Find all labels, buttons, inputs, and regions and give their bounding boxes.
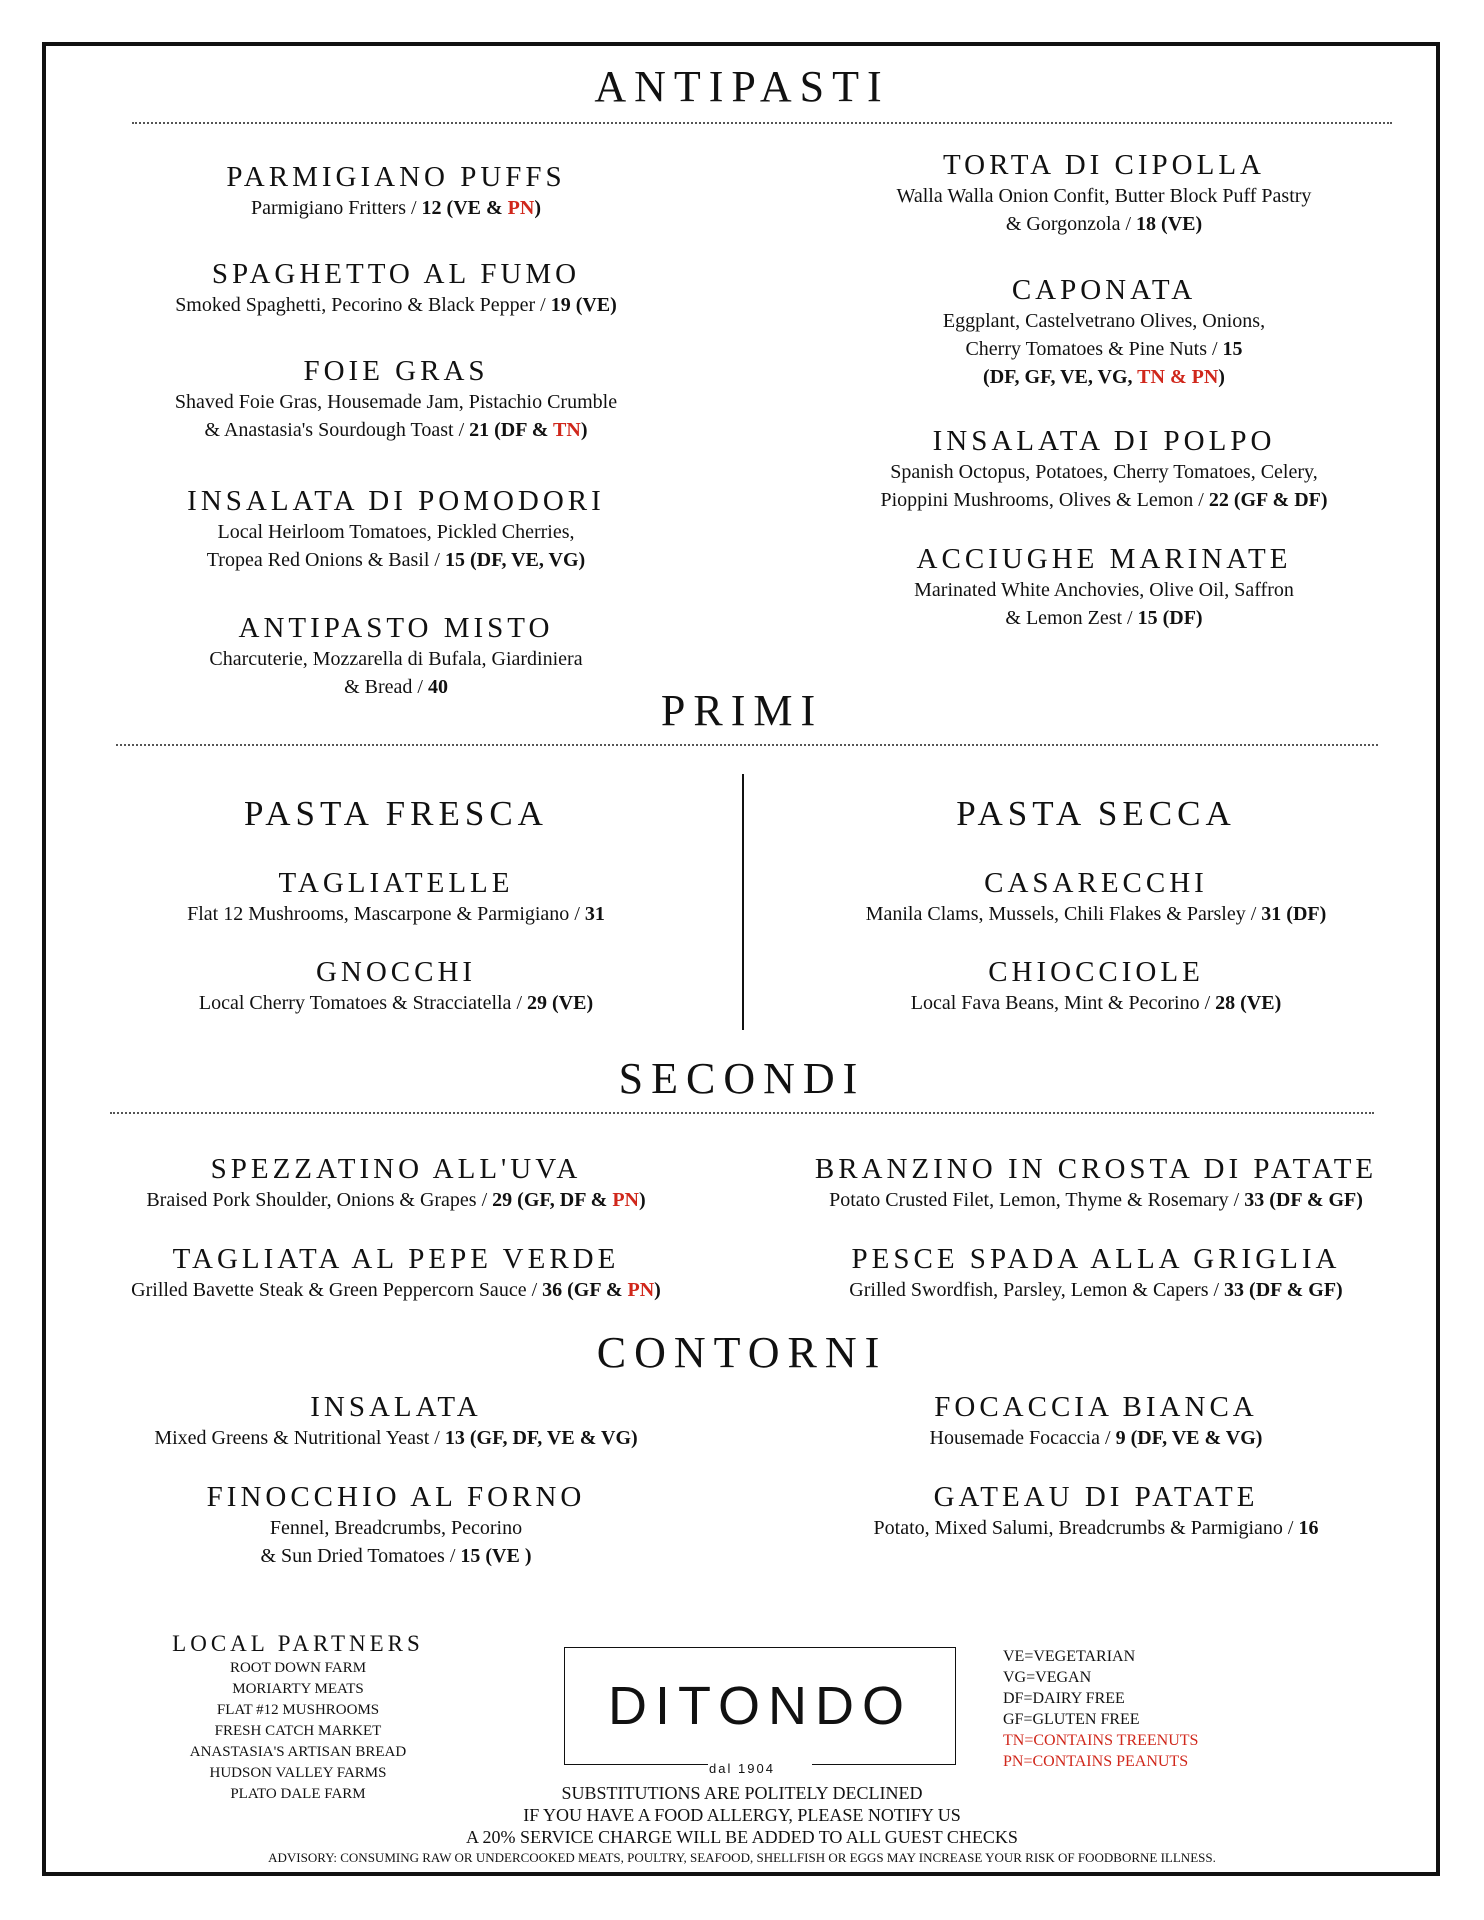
item-description: Pioppini Mushrooms, Olives & Lemon / 22 (GF & DF)	[880, 489, 1328, 511]
item-description: Braised Pork Shoulder, Onions & Grapes / 29 (GF, DF & PN)	[146, 1189, 646, 1211]
menu-item	[100, 866, 692, 928]
item-name: PESCE SPADA ALLA GRIGLIA	[851, 1243, 1341, 1275]
logo-box	[564, 1647, 956, 1765]
item-description: Potato Crusted Filet, Lemon, Thyme & Rosemary / 33 (DF & GF)	[829, 1189, 1363, 1211]
footer-allergy: IF YOU HAVE A FOOD ALLERGY, PLEASE NOTIFY US	[523, 1805, 961, 1825]
item-name: FINOCCHIO AL FORNO	[206, 1481, 586, 1513]
legend-item: DF=DAIRY FREE	[1003, 1690, 1125, 1707]
item-name: TAGLIATA AL PEPE VERDE	[172, 1243, 620, 1275]
item-description: Local Cherry Tomatoes & Stracciatella / 29 (VE)	[198, 992, 594, 1014]
item-name: SPAGHETTO AL FUMO	[211, 258, 581, 290]
item-name: TORTA DI CIPOLLA	[942, 149, 1265, 181]
item-name: ACCIUGHE MARINATE	[916, 543, 1292, 575]
menu-item	[780, 1390, 1412, 1452]
item-description: & Bread / 40	[344, 676, 448, 698]
item-tags: (DF, GF, VE, VG, TN & PN)	[983, 366, 1225, 388]
item-description: Walla Walla Onion Confit, Butter Block Puff Pastry	[896, 185, 1312, 207]
divider-dotted	[132, 122, 1392, 124]
item-description: & Sun Dried Tomatoes / 15 (VE )	[260, 1545, 532, 1567]
section-title-antipasti: ANTIPASTI	[594, 62, 890, 111]
footer-advisory: ADVISORY: CONSUMING RAW OR UNDERCOOKED MEATS, POULTRY, SEAFOOD, SHELLFISH OR EGGS MAY INCREASE YOUR RISK OF FOODBORNE ILLNESS.	[268, 1850, 1216, 1865]
partner-name: FRESH CATCH MARKET	[214, 1723, 382, 1739]
divider-dotted	[116, 744, 1378, 746]
item-description: Manila Clams, Mussels, Chili Flakes & Parsley / 31 (DF)	[865, 903, 1327, 925]
item-description: Flat 12 Mushrooms, Mascarpone & Parmigiano / 31	[187, 903, 605, 925]
logo-tagline: dal 1904	[709, 1761, 775, 1776]
menu-item	[100, 160, 692, 222]
local-partners	[160, 1630, 436, 1805]
menu-item	[780, 1242, 1412, 1304]
menu-item	[80, 1480, 712, 1570]
item-description: Fennel, Breadcrumbs, Pecorino	[269, 1517, 523, 1539]
menu-item	[100, 955, 692, 1017]
item-description: Potato, Mixed Salumi, Breadcrumbs & Parmigiano / 16	[873, 1517, 1319, 1539]
column-divider	[742, 774, 744, 1030]
legend-item: TN=CONTAINS TREENUTS	[1003, 1732, 1199, 1749]
partner-name: PLATO DALE FARM	[230, 1786, 366, 1802]
dietary-legend	[1003, 1646, 1198, 1772]
item-name: CAPONATA	[1011, 274, 1197, 306]
section-title-primi: PRIMI	[660, 686, 824, 735]
menu-item	[100, 354, 692, 444]
legend-item: GF=GLUTEN FREE	[1003, 1711, 1140, 1728]
menu-item	[808, 273, 1400, 391]
menu-item	[780, 1152, 1412, 1214]
section-title-secondi: SECONDI	[618, 1054, 866, 1103]
menu-item	[100, 484, 692, 574]
item-description: Spanish Octopus, Potatoes, Cherry Tomatoes, Celery,	[890, 461, 1318, 483]
menu-item	[800, 955, 1392, 1017]
item-name: INSALATA DI POMODORI	[187, 485, 605, 517]
item-description: Mixed Greens & Nutritional Yeast / 13 (GF, DF, VE & VG)	[154, 1427, 638, 1449]
item-description: Smoked Spaghetti, Pecorino & Black Pepper / 19 (VE)	[175, 294, 617, 316]
item-description: Housemade Focaccia / 9 (DF, VE & VG)	[929, 1427, 1263, 1449]
legend-item: VG=VEGAN	[1003, 1669, 1092, 1686]
item-description: Parmigiano Fritters / 12 (VE & PN)	[251, 197, 541, 219]
legend-item: PN=CONTAINS PEANUTS	[1003, 1753, 1189, 1770]
item-name: ANTIPASTO MISTO	[238, 612, 554, 644]
item-description: Local Heirloom Tomatoes, Pickled Cherries,	[217, 521, 575, 543]
partner-name: HUDSON VALLEY FARMS	[209, 1765, 387, 1781]
item-name: GNOCCHI	[315, 956, 477, 988]
menu-item	[808, 542, 1400, 632]
item-name: PARMIGIANO PUFFS	[226, 161, 566, 193]
menu-item	[100, 257, 692, 319]
partner-name: FLAT #12 MUSHROOMS	[216, 1702, 380, 1718]
partner-name: ROOT DOWN FARM	[229, 1660, 367, 1676]
item-description: Charcuterie, Mozzarella di Bufala, Giardiniera	[209, 648, 583, 670]
item-description: Eggplant, Castelvetrano Olives, Onions,	[942, 310, 1266, 332]
item-name: CASARECCHI	[984, 867, 1208, 899]
footer-substitutions: SUBSTITUTIONS ARE POLITELY DECLINED	[561, 1783, 923, 1803]
menu-item	[808, 424, 1400, 514]
menu-item	[80, 1242, 712, 1304]
section-title-contorni: CONTORNI	[596, 1328, 888, 1377]
item-name: FOIE GRAS	[303, 355, 489, 387]
menu-item	[800, 866, 1392, 928]
item-description: Grilled Swordfish, Parsley, Lemon & Capers / 33 (DF & GF)	[849, 1279, 1343, 1301]
menu-item	[780, 1480, 1412, 1542]
legend-item: VE=VEGETARIAN	[1003, 1648, 1136, 1665]
menu-item	[80, 1152, 712, 1214]
item-name: FOCACCIA BIANCA	[934, 1391, 1258, 1423]
item-description: & Gorgonzola / 18 (VE)	[1005, 213, 1203, 235]
subsection-heading: PASTA FRESCA	[244, 794, 548, 833]
item-description: & Anastasia's Sourdough Toast / 21 (DF & TN)	[204, 419, 588, 441]
divider-dotted	[110, 1112, 1374, 1114]
item-description: Shaved Foie Gras, Housemade Jam, Pistachio Crumble	[174, 391, 618, 413]
menu-item	[808, 148, 1400, 238]
partner-name: ANASTASIA'S ARTISAN BREAD	[189, 1744, 407, 1760]
item-name: INSALATA DI POLPO	[932, 425, 1276, 457]
footer-service-charge: A 20% SERVICE CHARGE WILL BE ADDED TO ALL GUEST CHECKS	[466, 1827, 1018, 1847]
item-description: Local Fava Beans, Mint & Pecorino / 28 (VE)	[910, 992, 1282, 1014]
item-description: & Lemon Zest / 15 (DF)	[1005, 607, 1203, 629]
item-name: TAGLIATELLE	[278, 867, 514, 899]
partner-name: MORIARTY MEATS	[232, 1681, 364, 1697]
logo-wordmark: DITONDO	[607, 1676, 912, 1736]
item-name: SPEZZATINO ALL'UVA	[210, 1153, 582, 1185]
item-description: Grilled Bavette Steak & Green Peppercorn Sauce / 36 (GF & PN)	[131, 1279, 661, 1301]
item-name: BRANZINO IN CROSTA DI PATATE	[814, 1153, 1378, 1185]
item-description: Marinated White Anchovies, Olive Oil, Saffron	[914, 579, 1294, 601]
item-name: INSALATA	[310, 1391, 482, 1423]
item-name: CHIOCCIOLE	[988, 956, 1204, 988]
partners-heading: LOCAL PARTNERS	[172, 1631, 424, 1656]
item-description: Cherry Tomatoes & Pine Nuts / 15	[965, 338, 1243, 360]
item-name: GATEAU DI PATATE	[933, 1481, 1259, 1513]
item-description: Tropea Red Onions & Basil / 15 (DF, VE, VG)	[206, 549, 586, 571]
subsection-heading: PASTA SECCA	[956, 794, 1236, 833]
menu-item	[80, 1390, 712, 1452]
